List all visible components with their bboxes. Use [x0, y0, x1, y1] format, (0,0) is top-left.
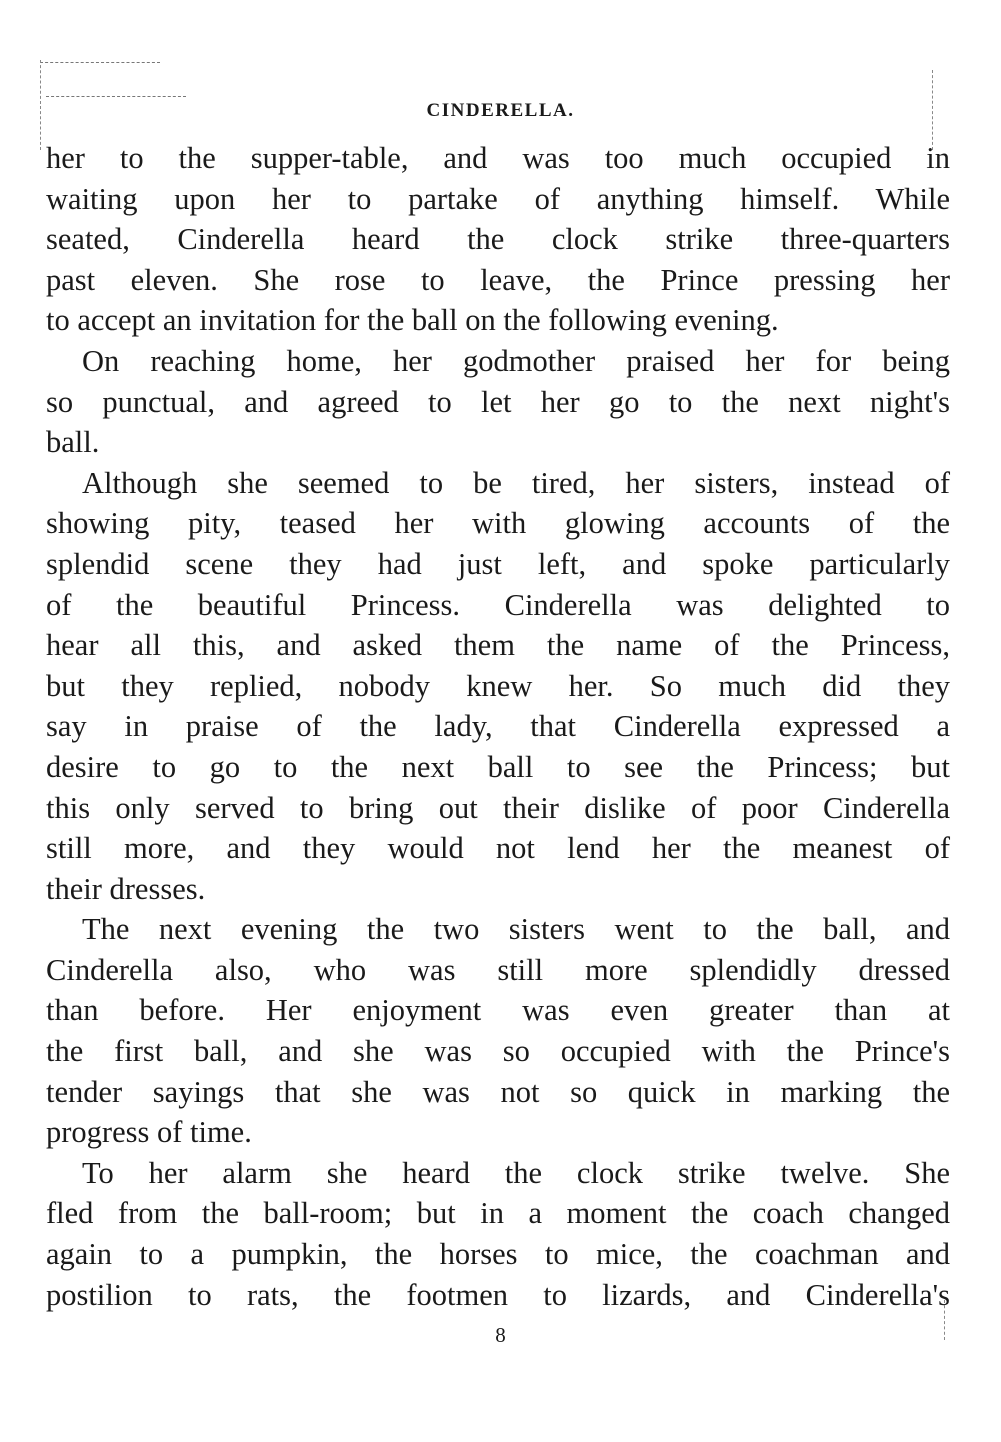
text-line: Cinderella also, who was still more splendidly dressed	[46, 952, 950, 987]
text-line: tender sayings that she was not so quick in marking the	[46, 1074, 950, 1109]
text-line: than before. Her enjoyment was even greater than at	[46, 993, 950, 1028]
text-line: seated, Cinderella heard the clock strike three-quarters	[46, 222, 950, 257]
text-line: progress of time.	[46, 1115, 252, 1150]
text-line: still more, and they would not lend her the meanest of	[46, 831, 950, 866]
text-line: her to the supper-table, and was too much occupied in	[46, 141, 950, 175]
text-line: On reaching home, her godmother praised her for being	[82, 343, 950, 378]
scan-artifact-line	[40, 62, 160, 63]
text-line: say in praise of the lady, that Cinderella expressed a	[46, 709, 950, 744]
text-line: this only served to bring out their dislike of poor Cinderella	[46, 790, 950, 825]
text-line: waiting upon her to partake of anything himself. While	[46, 181, 950, 216]
text-line: hear all this, and asked them the name of the Princess,	[46, 628, 950, 663]
text-line: splendid scene they had just left, and spoke particularly	[46, 546, 950, 581]
text-line: the first ball, and she was so occupied with the Prince's	[46, 1034, 950, 1069]
text-line: their dresses.	[46, 871, 206, 906]
text-line: but they replied, nobody knew her. So much did they	[46, 668, 950, 703]
text-line: ball.	[46, 425, 100, 460]
text-line: past eleven. She rose to leave, the Prince pressing her	[46, 262, 950, 297]
text-line: of the beautiful Princess. Cinderella was delighted to	[46, 587, 950, 622]
text-line: The next evening the two sisters went to the ball, and	[82, 912, 950, 947]
text-line: postilion to rats, the footmen to lizards, and Cinderella's	[46, 1277, 950, 1312]
text-line: showing pity, teased her with glowing accounts of the	[46, 506, 950, 541]
text-line: To her alarm she heard the clock strike twelve. She	[82, 1155, 950, 1190]
text-line: desire to go to the next ball to see the Princess; but	[46, 749, 950, 784]
text-line: again to a pumpkin, the horses to mice, the coachman and	[46, 1237, 950, 1272]
page-number: 8	[495, 1323, 506, 1347]
text-line: Although she seemed to be tired, her sisters, instead of	[82, 465, 950, 500]
scan-artifact-line	[46, 96, 186, 97]
text-line: fled from the ball-room; but in a moment the coach changed	[46, 1196, 950, 1231]
text-line: so punctual, and agreed to let her go to the next night's	[46, 384, 950, 419]
running-head: CINDERELLA.	[426, 100, 575, 121]
body-text	[46, 138, 950, 1315]
text-line: to accept an invitation for the ball on the following evening.	[46, 303, 779, 338]
